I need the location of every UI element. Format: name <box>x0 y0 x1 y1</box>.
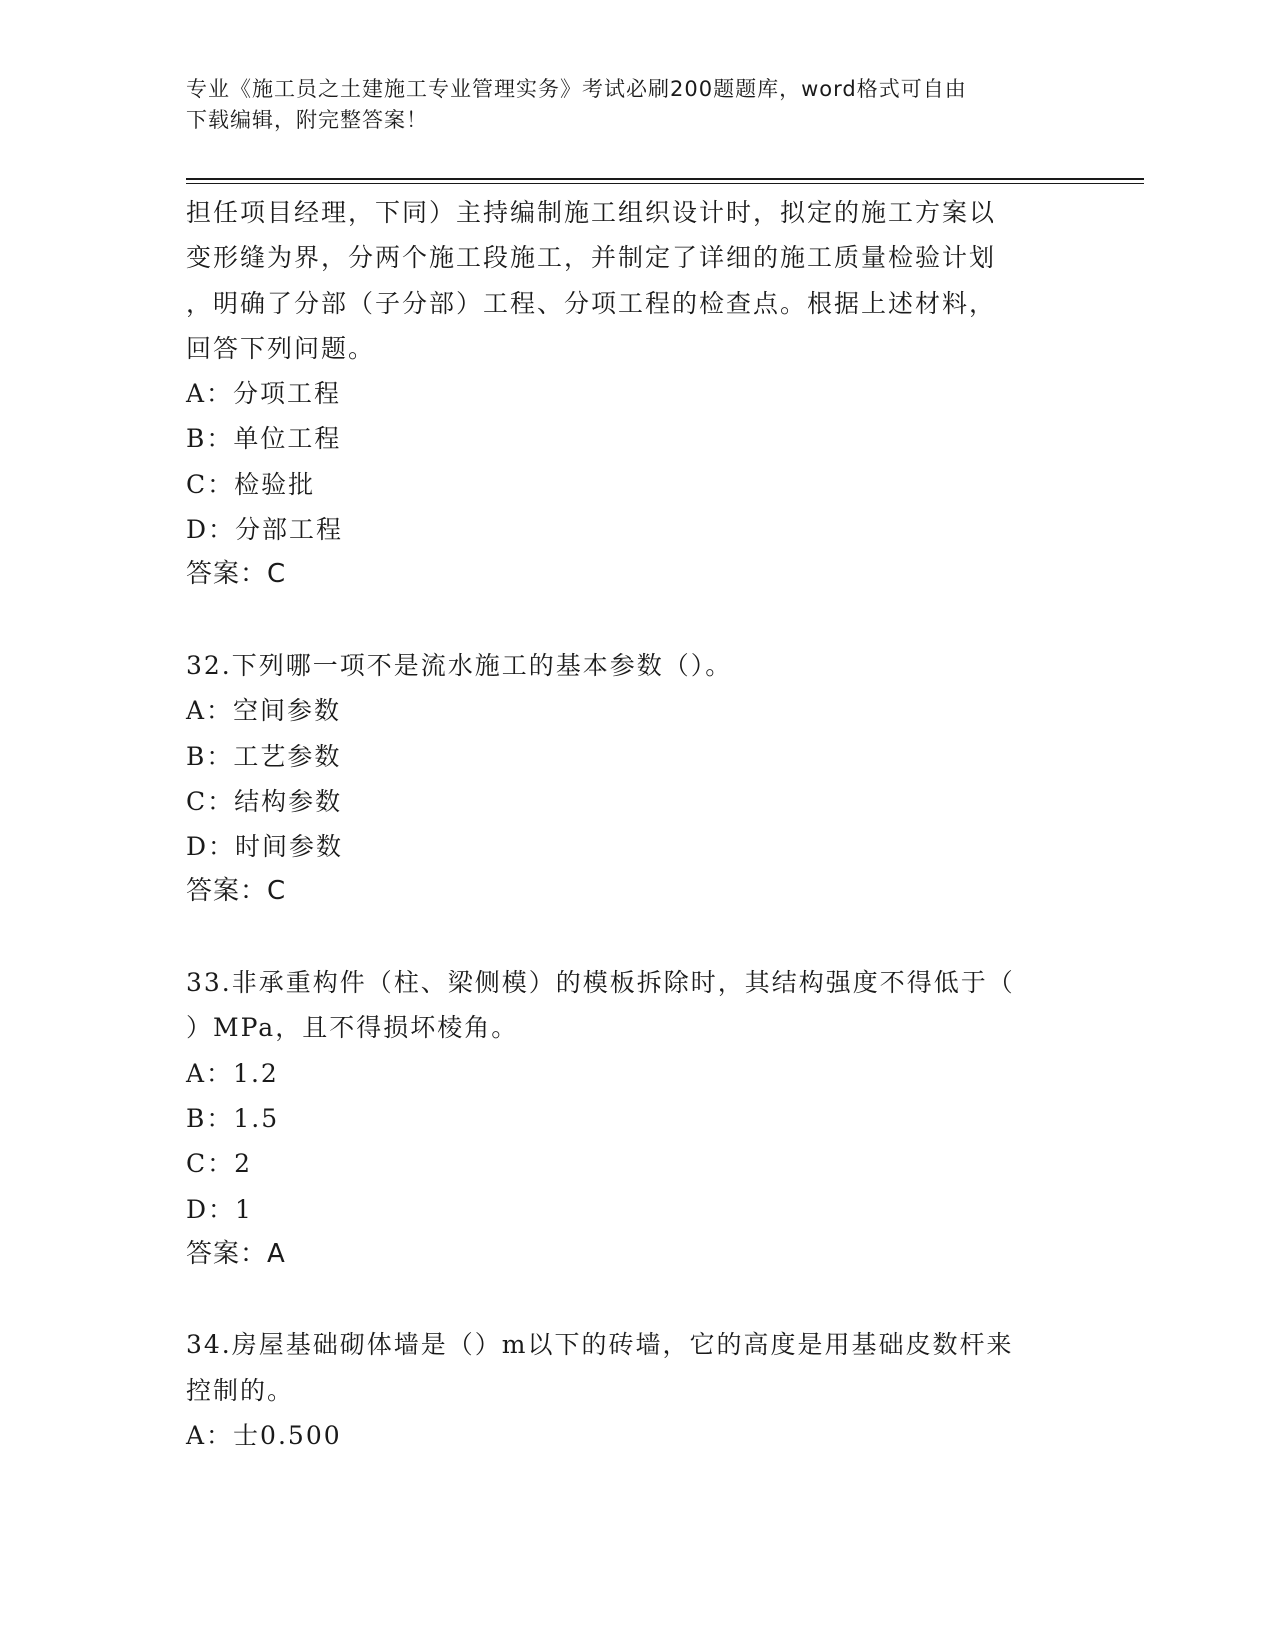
option-d: D：1 <box>186 1194 253 1224</box>
question-spacer <box>186 915 1086 960</box>
question-33 <box>186 960 1086 1277</box>
option-c: C：2 <box>186 1149 253 1179</box>
option-d: D：分部工程 <box>186 515 344 545</box>
question-text-line: 担任项目经理，下同）主持编制施工组织设计时，拟定的施工方案以 <box>186 198 997 227</box>
answer-line: 答案：A <box>186 1238 286 1269</box>
option-a: A：分项工程 <box>186 379 342 409</box>
answer-line: 答案：C <box>186 559 287 590</box>
option-d: D：时间参数 <box>186 832 344 862</box>
document-body <box>186 190 1086 1458</box>
option-a: A：士0.500 <box>186 1421 342 1451</box>
question-spacer <box>186 598 1086 643</box>
question-spacer <box>186 1277 1086 1322</box>
question-text-line: 34.房屋基础砌体墙是（）m以下的砖墙，它的高度是用基础皮数杆来 <box>186 1330 1014 1360</box>
option-a: A：空间参数 <box>186 696 342 726</box>
question-text-line: ，明确了分部（子分部）工程、分项工程的检查点。根据上述材料， <box>186 288 997 318</box>
option-c: C：检验批 <box>186 469 316 499</box>
header-line-1: 专业《施工员之土建施工专业管理实务》考试必刷200题题库，word格式可自由 <box>186 77 967 101</box>
question-text-line: 变形缝为界，分两个施工段施工，并制定了详细的施工质量检验计划 <box>186 243 997 273</box>
question-text-line: 控制的。 <box>186 1375 295 1405</box>
header-line-2: 下载编辑，附完整答案！ <box>186 108 428 132</box>
header-divider-thin <box>186 183 1144 184</box>
document-header <box>186 74 1086 136</box>
question-34 <box>186 1322 1086 1458</box>
option-b: B：1.5 <box>186 1103 280 1133</box>
question-text-line: 回答下列问题。 <box>186 333 376 363</box>
header-divider-thick <box>186 178 1144 180</box>
question-31-continued <box>186 190 1086 598</box>
question-text-line: ）MPa，且不得损坏棱角。 <box>186 1013 519 1043</box>
option-b: B：工艺参数 <box>186 741 342 771</box>
option-a: A：1.2 <box>186 1058 279 1088</box>
option-b: B：单位工程 <box>186 424 342 454</box>
answer-line: 答案：C <box>186 876 287 907</box>
question-32 <box>186 643 1086 915</box>
question-text-line: 33.非承重构件（柱、梁侧模）的模板拆除时，其结构强度不得低于（ <box>186 968 1015 998</box>
option-c: C：结构参数 <box>186 786 343 816</box>
question-text-line: 32.下列哪一项不是流水施工的基本参数（）。 <box>186 650 733 680</box>
